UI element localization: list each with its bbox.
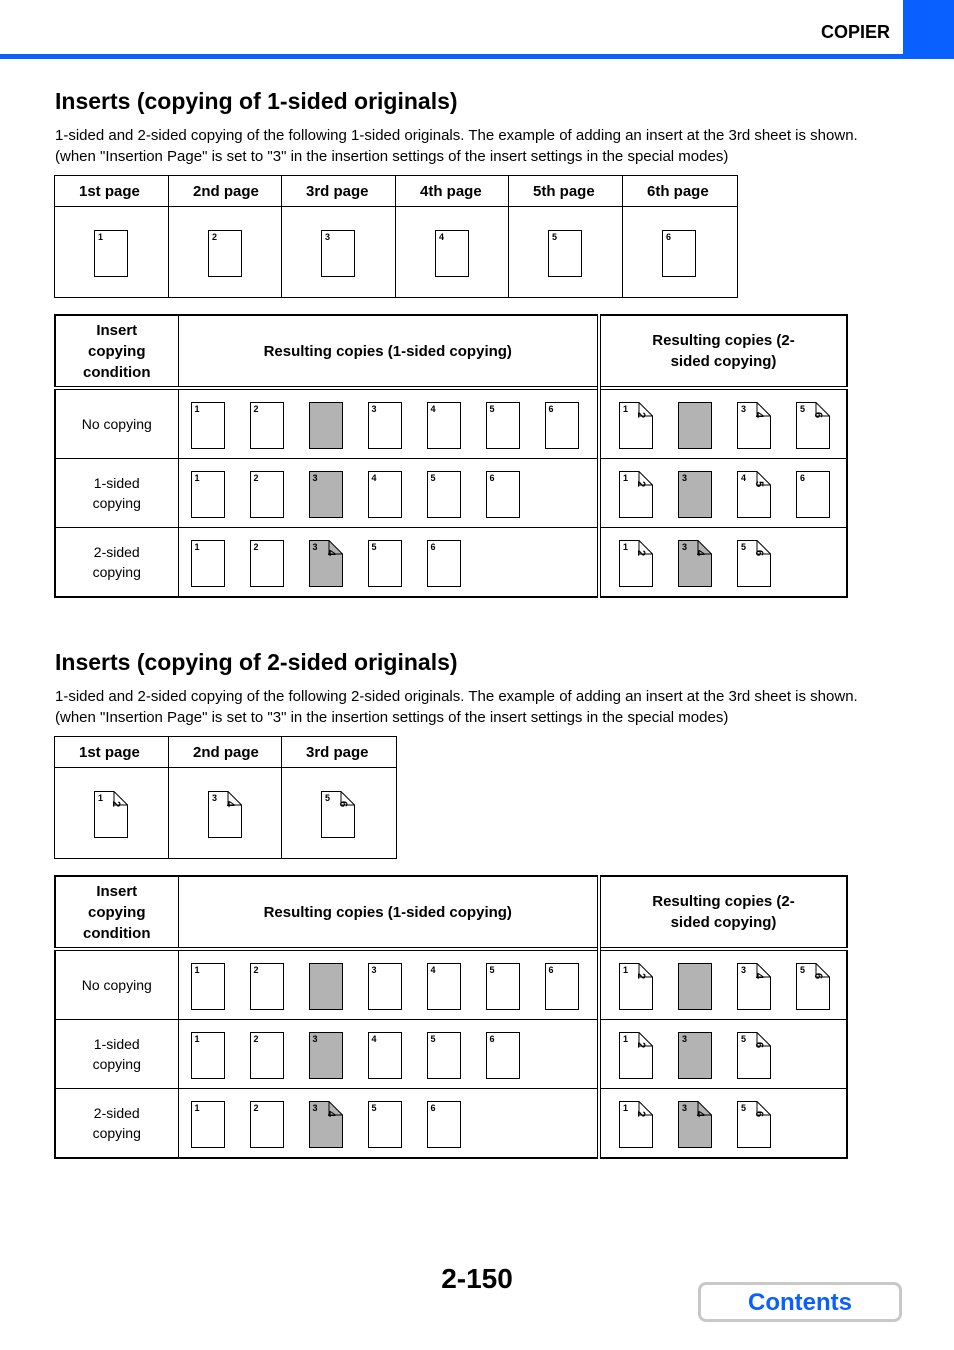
paper-sheet-icon [737,963,771,1010]
section2-title: Inserts (copying of 2-sided originals) [55,649,458,675]
paper-sheet-icon [737,402,771,449]
original-cell [509,207,623,298]
original-cell [623,207,738,298]
paper-sheet-icon [737,471,771,518]
paper-sheet-icon [250,471,284,518]
back-page-number: 2 [635,549,648,557]
one-sided-result [178,1089,599,1159]
paper-sheet-icon [191,963,225,1010]
front-page-number: 3 [212,793,218,803]
back-page-number: 4 [324,1110,337,1118]
condition-label: No copying [55,388,178,459]
paper-sheet-icon [435,230,469,277]
section1-originals-table [54,175,738,298]
paper-sheet-icon [427,1101,461,1148]
paper-sheet-icon [368,1101,402,1148]
paper-sheet-icon [191,540,225,587]
paper-sheet-icon [796,471,830,518]
front-page-number: 5 [552,232,558,242]
back-page-number: 4 [224,800,237,808]
paper-sheet-icon [737,1032,771,1079]
back-page-number: 2 [635,1110,648,1118]
paper-sheet-icon [486,402,520,449]
paper-sheet-icon [208,791,242,838]
front-page-number: 4 [741,473,747,483]
insert-sheet-icon [309,540,343,587]
back-page-number: 5 [753,480,766,488]
front-page-number: 1 [623,542,629,552]
two-sided-result [599,1089,847,1159]
paper-sheet-icon [321,230,355,277]
front-page-number: 6 [548,404,554,414]
insert-sheet-icon [309,1101,343,1148]
front-page-number: 2 [253,1103,259,1113]
original-cell [282,768,397,859]
paper-sheet-icon [545,402,579,449]
page-number: 2-150 [441,1263,513,1294]
back-page-number: 4 [324,549,337,557]
condition-header: Insert copying condition [55,876,178,949]
paper-sheet-icon [619,402,653,449]
front-page-number: 5 [741,1034,747,1044]
front-page-number: 4 [430,965,436,975]
front-page-number: 3 [312,542,318,552]
paper-sheet-icon [427,540,461,587]
one-sided-result [178,1020,599,1089]
page-header: 5th page [509,176,623,207]
paper-sheet-icon [737,540,771,587]
page-header: 4th page [396,176,509,207]
two-sided-result [599,949,847,1020]
paper-sheet-icon [796,402,830,449]
paper-sheet-icon [662,230,696,277]
paper-sheet-icon [486,471,520,518]
front-page-number: 1 [194,542,200,552]
front-page-number: 1 [194,1103,200,1113]
section2-description: 1-sided and 2-sided copying of the following 2-sided originals. The example of adding an insert at the 3rd sheet is shown. (when "Insertion Page" is set to "3" in the insertion settings of the insert settings in the special modes) [55,688,858,726]
front-page-number: 1 [623,1034,629,1044]
insert-sheet-icon [678,963,712,1010]
front-page-number: 6 [548,965,554,975]
front-page-number: 6 [666,232,672,242]
front-page-number: 3 [371,404,377,414]
one-sided-result [178,528,599,598]
front-page-number: 3 [741,965,747,975]
paper-sheet-icon [250,540,284,587]
page-header: 6th page [623,176,738,207]
contents-button[interactable]: Contents [698,1282,902,1322]
paper-sheet-icon [208,230,242,277]
paper-sheet-icon [321,791,355,838]
page-header: 3rd page [282,176,396,207]
front-page-number: 3 [741,404,747,414]
front-page-number: 2 [212,232,218,242]
front-page-number: 5 [430,473,436,483]
front-page-number: 3 [312,1103,318,1113]
page-header: 2nd page [169,176,282,207]
section2-originals-table [54,736,397,859]
two-sided-result [599,459,847,528]
section1-description: 1-sided and 2-sided copying of the following 1-sided originals. The example of adding an insert at the 3rd sheet is shown. (when "Insertion Page" is set to "3" in the insertion settings of the insert settings in the special modes) [55,127,858,165]
two-sided-result [599,1020,847,1089]
front-page-number: 3 [682,542,688,552]
paper-sheet-icon [486,1032,520,1079]
front-page-number: 3 [682,473,688,483]
front-page-number: 2 [253,1034,259,1044]
front-page-number: 1 [623,1103,629,1113]
insert-sheet-icon [678,402,712,449]
paper-sheet-icon [250,402,284,449]
condition-label: 1-sided copying [55,1020,178,1089]
back-page-number: 4 [694,1110,707,1118]
insert-sheet-icon [309,963,343,1010]
two-sided-result [599,388,847,459]
insert-sheet-icon [678,471,712,518]
front-page-number: 6 [489,473,495,483]
insert-sheet-icon [309,402,343,449]
front-page-number: 5 [430,1034,436,1044]
paper-sheet-icon [368,1032,402,1079]
section2-results-table [54,875,848,1159]
back-page-number: 2 [110,800,123,808]
section1-results-table [54,314,848,598]
original-cell [282,207,396,298]
paper-sheet-icon [619,1032,653,1079]
front-page-number: 1 [194,1034,200,1044]
front-page-number: 6 [430,542,436,552]
front-page-number: 2 [253,473,259,483]
front-page-number: 6 [430,1103,436,1113]
front-page-number: 3 [325,232,331,242]
insert-sheet-icon [678,540,712,587]
paper-sheet-icon [427,963,461,1010]
section1-title: Inserts (copying of 1-sided originals) [55,88,458,114]
back-page-number: 6 [812,411,825,419]
one-sided-result [178,388,599,459]
front-page-number: 5 [371,1103,377,1113]
original-cell [55,768,169,859]
paper-sheet-icon [368,471,402,518]
original-cell [396,207,509,298]
one-sided-header: Resulting copies (1-sided copying) [178,876,599,949]
paper-sheet-icon [191,402,225,449]
paper-sheet-icon [545,963,579,1010]
paper-sheet-icon [737,1101,771,1148]
front-page-number: 5 [741,1103,747,1113]
front-page-number: 6 [489,1034,495,1044]
front-page-number: 5 [371,542,377,552]
back-page-number: 2 [635,972,648,980]
one-sided-result [178,949,599,1020]
paper-sheet-icon [427,402,461,449]
front-page-number: 5 [741,542,747,552]
paper-sheet-icon [250,1032,284,1079]
back-page-number: 6 [812,972,825,980]
back-page-number: 4 [753,972,766,980]
paper-sheet-icon [191,471,225,518]
paper-sheet-icon [250,963,284,1010]
paper-sheet-icon [619,963,653,1010]
paper-sheet-icon [619,540,653,587]
paper-sheet-icon [191,1101,225,1148]
back-page-number: 2 [635,480,648,488]
front-page-number: 1 [623,965,629,975]
page-header: 1st page [55,176,169,207]
front-page-number: 3 [312,473,318,483]
one-sided-result [178,459,599,528]
front-page-number: 1 [194,965,200,975]
back-page-number: 6 [753,1041,766,1049]
condition-label: 1-sided copying [55,459,178,528]
front-page-number: 3 [371,965,377,975]
one-sided-header: Resulting copies (1-sided copying) [178,315,599,388]
front-page-number: 5 [800,404,806,414]
front-page-number: 4 [439,232,445,242]
back-page-number: 2 [635,1041,648,1049]
two-sided-header: Resulting copies (2-sided copying) [599,315,847,388]
front-page-number: 2 [253,404,259,414]
condition-label: 2-sided copying [55,1089,178,1159]
front-page-number: 1 [98,232,104,242]
paper-sheet-icon [94,230,128,277]
page-header: 3rd page [282,737,397,768]
front-page-number: 5 [489,965,495,975]
front-page-number: 4 [371,473,377,483]
front-page-number: 5 [325,793,331,803]
header-corner-tab [903,0,954,59]
two-sided-result [599,528,847,598]
back-page-number: 4 [694,549,707,557]
insert-sheet-icon [309,1032,343,1079]
front-page-number: 1 [623,473,629,483]
front-page-number: 2 [253,542,259,552]
front-page-number: 1 [623,404,629,414]
paper-sheet-icon [796,963,830,1010]
header-bar [0,54,954,59]
back-page-number: 6 [337,800,350,808]
page-header: 2nd page [169,737,282,768]
front-page-number: 3 [312,1034,318,1044]
insert-sheet-icon [309,471,343,518]
front-page-number: 1 [98,793,104,803]
front-page-number: 6 [800,473,806,483]
page-header: 1st page [55,737,169,768]
paper-sheet-icon [368,963,402,1010]
front-page-number: 3 [682,1034,688,1044]
paper-sheet-icon [619,1101,653,1148]
front-page-number: 1 [194,473,200,483]
paper-sheet-icon [250,1101,284,1148]
front-page-number: 3 [682,1103,688,1113]
paper-sheet-icon [191,1032,225,1079]
back-page-number: 4 [753,411,766,419]
paper-sheet-icon [94,791,128,838]
insert-sheet-icon [678,1032,712,1079]
paper-sheet-icon [486,963,520,1010]
condition-label: No copying [55,949,178,1020]
condition-label: 2-sided copying [55,528,178,598]
paper-sheet-icon [619,471,653,518]
back-page-number: 2 [635,411,648,419]
two-sided-header: Resulting copies (2-sided copying) [599,876,847,949]
back-page-number: 6 [753,549,766,557]
original-cell [169,768,282,859]
insert-sheet-icon [678,1101,712,1148]
original-cell [169,207,282,298]
front-page-number: 4 [371,1034,377,1044]
front-page-number: 5 [800,965,806,975]
paper-sheet-icon [548,230,582,277]
front-page-number: 2 [253,965,259,975]
original-cell [55,207,169,298]
back-page-number: 6 [753,1110,766,1118]
paper-sheet-icon [427,471,461,518]
condition-header: Insert copying condition [55,315,178,388]
front-page-number: 4 [430,404,436,414]
chapter-title: COPIER [820,22,890,42]
paper-sheet-icon [368,402,402,449]
front-page-number: 5 [489,404,495,414]
paper-sheet-icon [368,540,402,587]
front-page-number: 1 [194,404,200,414]
paper-sheet-icon [427,1032,461,1079]
